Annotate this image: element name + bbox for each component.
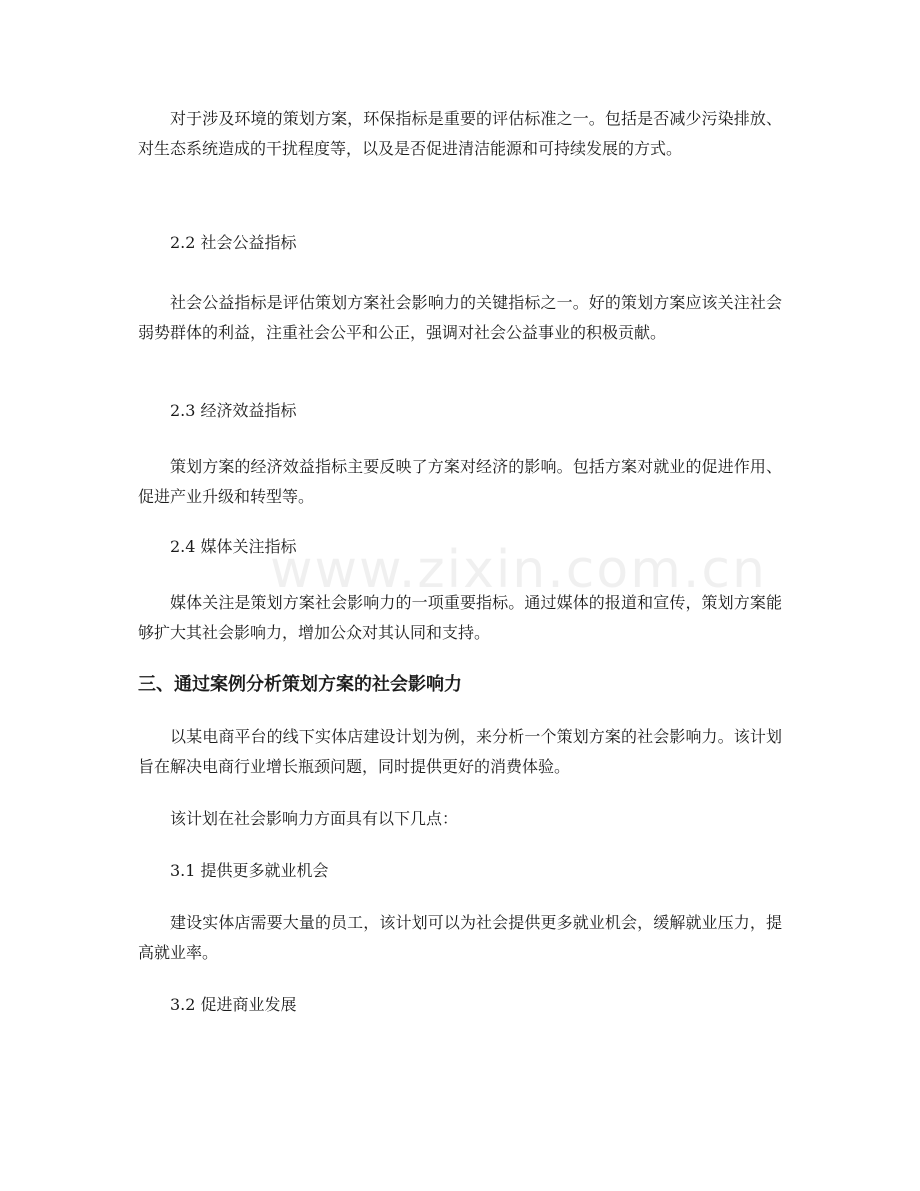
paragraph-case: 以某电商平台的线下实体店建设计划为例，来分析一个策划方案的社会影响力。该计划旨在解决电商行业增长瓶颈问题，同时提供更好的消费体验。 [138,727,782,776]
paragraph-2-2: 社会公益指标是评估策划方案社会影响力的关键指标之一。好的策划方案应该关注社会弱势群体的利益，注重社会公平和公正，强调对社会公益事业的积极贡献。 [138,293,782,342]
paragraph-points: 该计划在社会影响力方面具有以下几点： [170,809,459,828]
subheading-3-2: 3.2 促进商业发展 [170,995,297,1014]
paragraph-2-4: 媒体关注是策划方案社会影响力的一项重要指标。通过媒体的报道和宣传，策划方案能够扩大其社会影响力，增加公众对其认同和支持。 [138,593,782,642]
subheading-2-3: 2.3 经济效益指标 [170,401,297,420]
paragraph-2-3: 策划方案的经济效益指标主要反映了方案对经济的影响。包括方案对就业的促进作用、促进产业升级和转型等。 [138,457,782,506]
subheading-3-1: 3.1 提供更多就业机会 [170,861,329,880]
paragraph-3-1: 建设实体店需要大量的员工，该计划可以为社会提供更多就业机会，缓解就业压力，提高就业率。 [138,913,782,962]
section-heading-3: 三、通过案例分析策划方案的社会影响力 [138,674,462,695]
subheading-2-4: 2.4 媒体关注指标 [170,537,297,556]
watermark: www.zixin.com.cn [270,540,767,600]
paragraph-environment: 对于涉及环境的策划方案，环保指标是重要的评估标准之一。包括是否减少污染排放、对生态系统造成的干扰程度等，以及是否促进清洁能源和可持续发展的方式。 [138,109,782,158]
subheading-2-2: 2.2 社会公益指标 [170,233,297,252]
